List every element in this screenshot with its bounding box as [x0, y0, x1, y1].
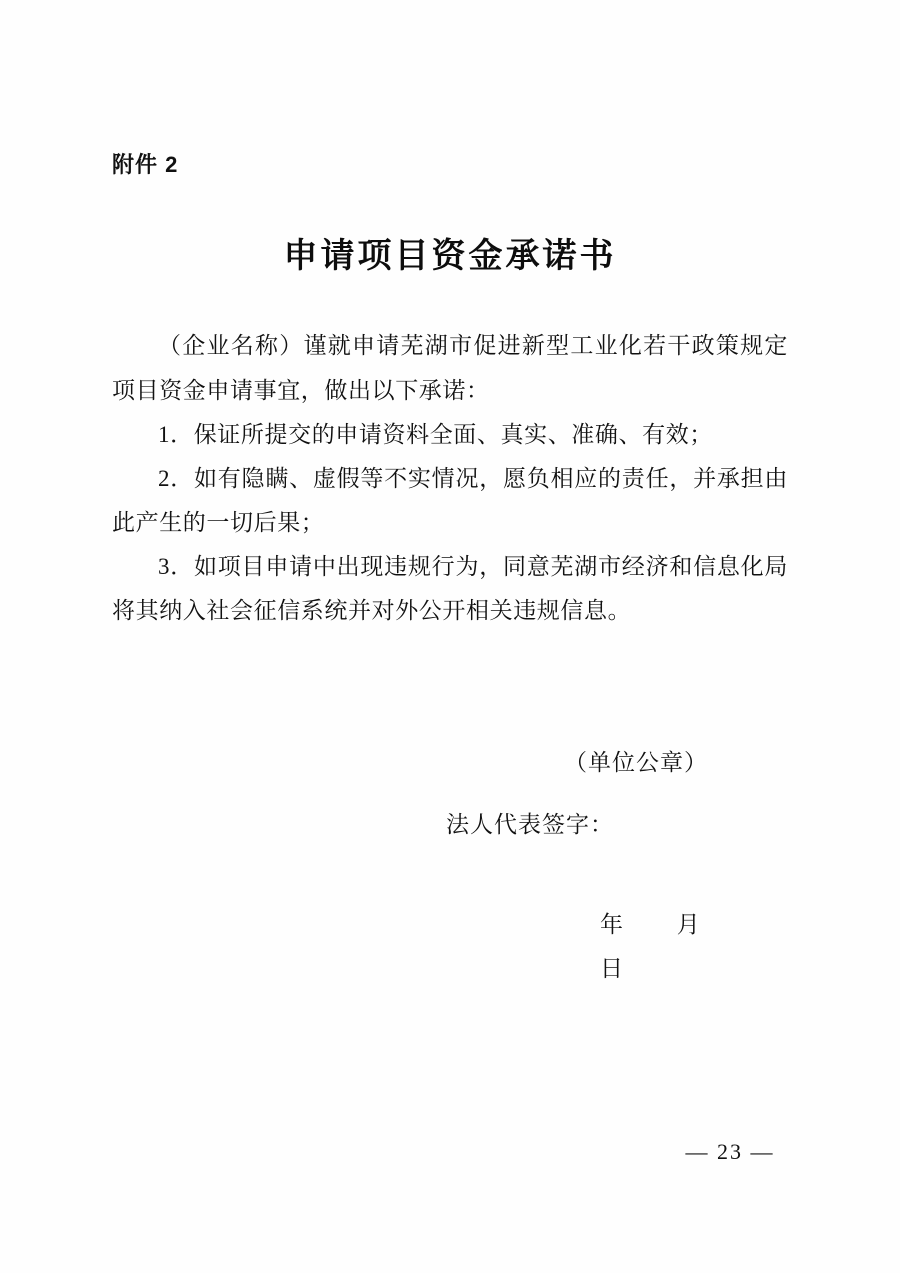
- legal-representative-signature-label: 法人代表签字：: [446, 812, 614, 838]
- signature-block: [112, 741, 788, 990]
- attachment-label: 附件 2: [112, 152, 179, 177]
- date-month-label: 月: [676, 911, 701, 937]
- date-line: [112, 903, 788, 990]
- document-content: [112, 150, 788, 990]
- commitment-item-3: 3．如项目申请中出现违规行为，同意芜湖市经济和信息化局将其纳入社会征信系统并对外公开相关违规信息。: [112, 554, 788, 624]
- page-title: 申请项目资金承诺书: [283, 237, 617, 275]
- commitment-item-2: 2．如有隐瞒、虚假等不实情况，愿负相应的责任，并承担由此产生的一切后果；: [112, 465, 788, 536]
- body-block: [112, 324, 788, 633]
- commitment-item-1: 1．保证所提交的申请资料全面、真实、准确、有效；: [158, 421, 713, 447]
- official-stamp-label: （单位公章）: [564, 750, 708, 776]
- page-number: — 23 —: [685, 1139, 775, 1164]
- date-day-label: 日: [600, 955, 624, 981]
- intro-paragraph: （企业名称）谨就申请芜湖市促进新型工业化若干政策规定项目资金申请事宜，做出以下承诺：: [112, 333, 788, 403]
- date-year-label: 年: [600, 911, 624, 937]
